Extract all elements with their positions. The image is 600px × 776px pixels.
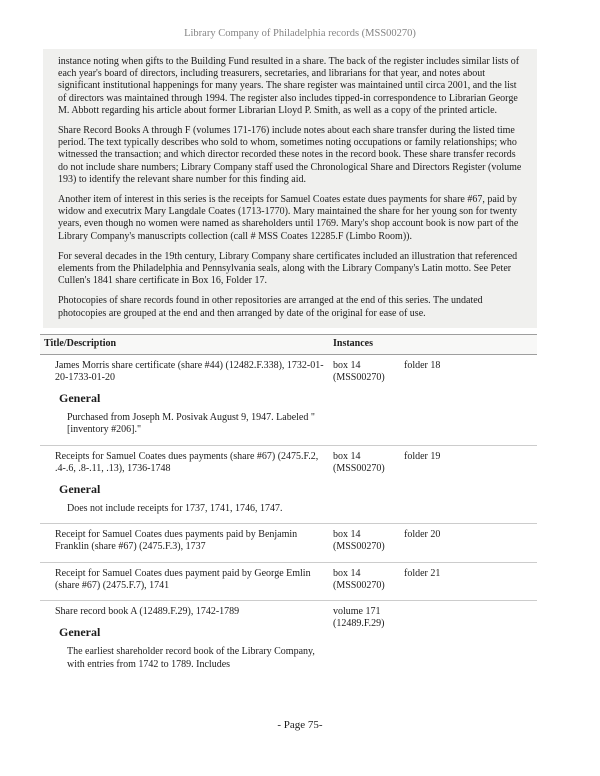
general-note: Does not include receipts for 1737, 1741, 1746, 1747. [67, 503, 283, 515]
overview-paragraph-2: Share Record Books A through F (volumes 171-176) include notes about each share transfer during the listed time period. The text typically describes who sold to whom, sometimes noting occupations or family relationships; who witnessed the transaction; and which director recorded these notes in the record book. These share transfer records do not include share numbers; Library Company staff used the Chronological Share and Directors Register (volume 193) to identify the relevant share number for this finding aid. [58, 125, 522, 185]
instance-folder: folder 20 [404, 529, 441, 541]
table-row-james-morris [40, 355, 537, 446]
item-title: Receipt for Samuel Coates dues payment paid by George Emlin (share #67) (2475.F.7), 1741 [55, 567, 311, 591]
instance-folder: folder 19 [404, 450, 441, 462]
instance-box: box 14 (MSS00270) [333, 529, 385, 553]
overview-paragraph-4: For several decades in the 19th century, Library Company share certificates included an illustration that referenced elements from the Philadelphia and Pennsylvania seals, along with the Library Company's Latin motto. See Peter Cullen's 1841 share certificate in Box 16, Folder 17. [58, 250, 518, 287]
title-cell [40, 451, 333, 516]
instance-box: box 14 (MSS00270) [333, 450, 385, 474]
instance-folder: folder 18 [404, 359, 441, 371]
overview-paragraph-5: Photocopies of share records found in other repositories are arranged at the end of this series. The undated photocopies are grouped at the end and then arranged by date of the original for ease of use. [58, 295, 483, 319]
instance-folder [404, 606, 537, 671]
column-header-title: Title/Description [44, 337, 117, 349]
title-cell [40, 606, 333, 671]
table-row-emlin-receipt [40, 563, 537, 601]
general-heading: General [59, 391, 101, 406]
instance-box: box 14 (MSS00270) [333, 359, 385, 384]
page-number: - Page 75- [277, 719, 323, 731]
overview-paragraph-3: Another item of interest in this series is the receipts for Samuel Coates estate dues payments for share #67, paid by widow and executrix Mary Langdale Coates (1713-1770). Mary maintained the share for her young son for twenty years, even though no women were named as shareholders until 1769. Mary's shop account book is now part of the Library Company's manuscripts collection (call # MSS Coates 12285.F (Limbo Room)). [58, 194, 519, 242]
instance-folder: folder 21 [404, 567, 441, 579]
document-header: Library Company of Philadelphia records (MSS00270) [184, 28, 416, 39]
table-header-row [40, 334, 537, 355]
general-heading: General [59, 625, 101, 640]
table-row-franklin-receipt [40, 524, 537, 562]
item-title: James Morris share certificate (share #44) (12482.F.338), 1732-01-20-1733-01-20 [55, 359, 324, 384]
title-cell [40, 568, 333, 592]
item-title: Receipt for Samuel Coates dues payments paid by Benjamin Franklin (share #67) (2475.F.3), 1737 [55, 529, 298, 553]
item-title: Receipts for Samuel Coates dues payments (share #67) (2475.F.2, .4-.6, .8-.11, .13), 1736-1748 [55, 450, 319, 474]
instance-volume: volume 171 (12489.F.29) [333, 606, 385, 630]
general-note: The earliest shareholder record book of the Library Company, with entries from 1742 to 1789. Includes [67, 646, 315, 670]
overview-paragraph-1: instance noting when gifts to the Building Fund resulted in a share. The back of the register includes similar lists of each year's board of directors, including treasurers, secretaries, and librarians for that year, and notes about significant institutional happenings for many years. The share register was maintained until circa 2001, and the list of directors was maintained through 1994. The register also includes tipped-in correspondence to Librarian George M. Abbott regarding his article about former Librarian Lloyd P. Smith, as well as a copy of the printed article. [58, 56, 520, 116]
item-title: Share record book A (12489.F.29), 1742-1789 [55, 606, 240, 618]
general-note: Purchased from Joseph M. Posivak August 9, 1947. Labeled "[inventory #206]." [67, 412, 315, 436]
series-overview [43, 49, 537, 328]
column-header-instances: Instances [333, 337, 374, 349]
contents-table [40, 334, 537, 679]
table-row-share-record-book-a [40, 601, 537, 679]
table-row-coates-receipts [40, 446, 537, 525]
instance-box: box 14 (MSS00270) [333, 567, 385, 591]
general-heading: General [59, 482, 101, 497]
title-cell [40, 360, 333, 437]
title-cell [40, 529, 333, 553]
